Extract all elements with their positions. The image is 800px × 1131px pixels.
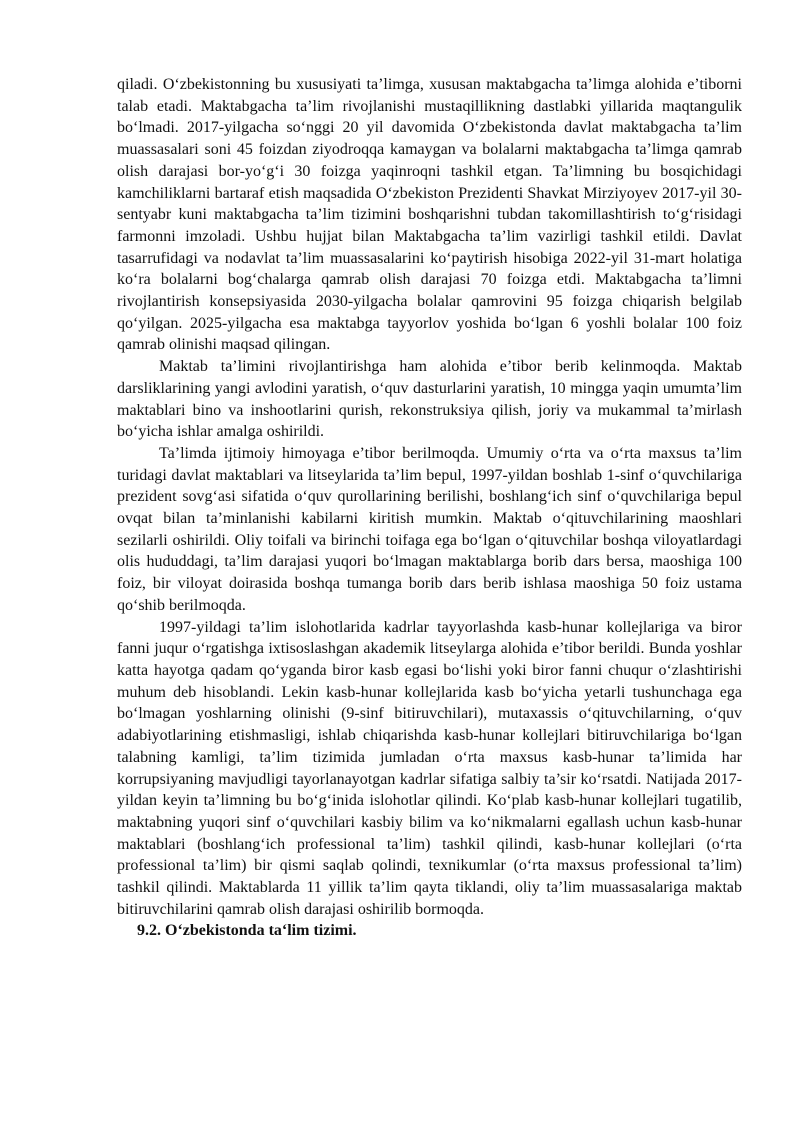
section-heading: 9.2. O‘zbekistonda ta‘lim tizimi. <box>137 922 357 940</box>
document-page <box>117 74 742 942</box>
paragraph-continuation: qiladi. O‘zbekistonning bu xususiyati ta’limga, xususan maktabgacha ta’limga alohida e’tiborni talab etadi. Maktabgacha ta’lim rivojlanishi mustaqillikning dastlabki yillarida maqtangulik bo‘lmadi. 2017-yilgacha so‘nggi 20 yil davomida O‘zbekistonda davlat maktabgacha ta’lim muassasalari soni 45 foizdan ziyodroqqa kamaygan va bolalarni maktabgacha ta’limga qamrab olish darajasi bor-yo‘g‘i 30 foizga yaqinroqni tashkil etgan. Ta’limning bu bosqichidagi kamchiliklarni bartaraf etish maqsadida O‘zbekiston Prezidenti Shavkat Mirziyoyev 2017-yil 30-sentyabr kuni maktabgacha ta’lim tizimini boshqarishni tubdan takomillashtirish to‘g‘risidagi farmonni imzoladi. Ushbu hujjat bilan Maktabgacha ta’lim vazirligi tashkil etildi. Davlat tasarrufidagi va nodavlat ta’lim muassasalarini ko‘paytirish hisobiga 2022-yil 31-mart holatiga ko‘ra bolalarni bog‘chalarga qamrab olish darajasi 70 foizga etdi. Maktabgacha ta’limni rivojlantirish konsepsiyasida 2030-yilgacha bolalar qamrovini 95 foizga chiqarish belgilab qo‘yilgan. 2025-yilgacha esa maktabga tayyorlov yoshida bo‘lgan 6 yoshli bolalar 100 foiz qamrab olinishi maqsad qilingan. <box>117 76 742 354</box>
paragraph-school-education: Maktab ta’limini rivojlantirishga ham alohida e’tibor berib kelinmoqda. Maktab darsliklarining yangi avlodini yaratish, o‘quv dasturlarini yaratish, 10 mingga yaqin umumta’lim maktablari bino va inshootlarini qurish, rekonstruksiya qilish, joriy va mukammal ta’mirlash bo‘yicha ishlar amalga oshirildi. <box>117 358 742 441</box>
paragraph-1997-reforms: 1997-yildagi ta’lim islohotlarida kadrlar tayyorlashda kasb-hunar kollejlariga va biror fanni juqur o‘rgatishga ixtisoslashgan akademik litseylarga alohida e’tibor berildi. Bunda yoshlar katta hayotga qadam qo‘yganda biror kasb egasi bo‘lishi yoki biror fanni chuqur o‘zlashtirishi muhum deb hisoblandi. Lekin kasb-hunar kollejlarida kasb bo‘yicha yetarli tushunchaga ega bo‘lmagan yoshlarning olinishi (9-sinf bitiruvchilari), mutaxassis o‘qituvchilarning, o‘quv adabiyotlarining etishmasligi, ishlab chiqarishda kasb-hunar kollejlari bitiruvchilariga bo‘lgan talabning kamligi, ta’lim tizimida jumladan o‘rta maxsus kasb-hunar ta’limida har korrupsiyaning mavjudligi tayorlanayotgan kadrlar sifatiga salbiy ta’sir ko‘rsatdi. Natijada 2017-yildan keyin ta’limning bu bo‘g‘inida islohotlar qilindi. Ko‘plab kasb-hunar kollejlari tugatilib, maktabning yuqori sinf o‘quvchilari kasbiy bilim va ko‘nikmalarni egallash uchun kasb-hunar maktablari (boshlang‘ich professional ta’lim) tashkil qilindi, kasb-hunar kollejlari (o‘rta professional ta’lim) bir qismi saqlab qolindi, texnikumlar (o‘rta maxsus professional ta’lim) tashkil qilindi. Maktablarda 11 yillik ta’lim qayta tiklandi, oliy ta’lim muassasalariga maktab bitiruvchilarini qamrab olish darajasi oshirilib bormoqda. <box>117 618 742 918</box>
paragraph-social-protection: Ta’limda ijtimoiy himoyaga e’tibor berilmoqda. Umumiy o‘rta va o‘rta maxsus ta’lim turidagi davlat maktablari va litseylarida ta’lim bepul, 1997-yildan boshlab 1-sinf o‘quvchilariga prezident sovg‘asi sifatida o‘quv qurollarining berilishi, boshlang‘ich sinf o‘quvchilariga bepul ovqat bilan ta’minlanishi kabilarni kiritish mumkin. Maktab o‘qituvchilarining maoshlari sezilarli oshirildi. Oliy toifali va birinchi toifaga ega bo‘lgan o‘qituvchilar boshqa viloyatlardagi olis hududdagi, ta’lim darajasi yuqori bo‘lmagan maktablarga borib dars bersa, maoshiga 100 foiz, bir viloyat doirasida boshqa tumanga borib dars berib ishlasa maoshiga 50 foiz ustama qo‘shib berilmoqda. <box>117 444 742 614</box>
